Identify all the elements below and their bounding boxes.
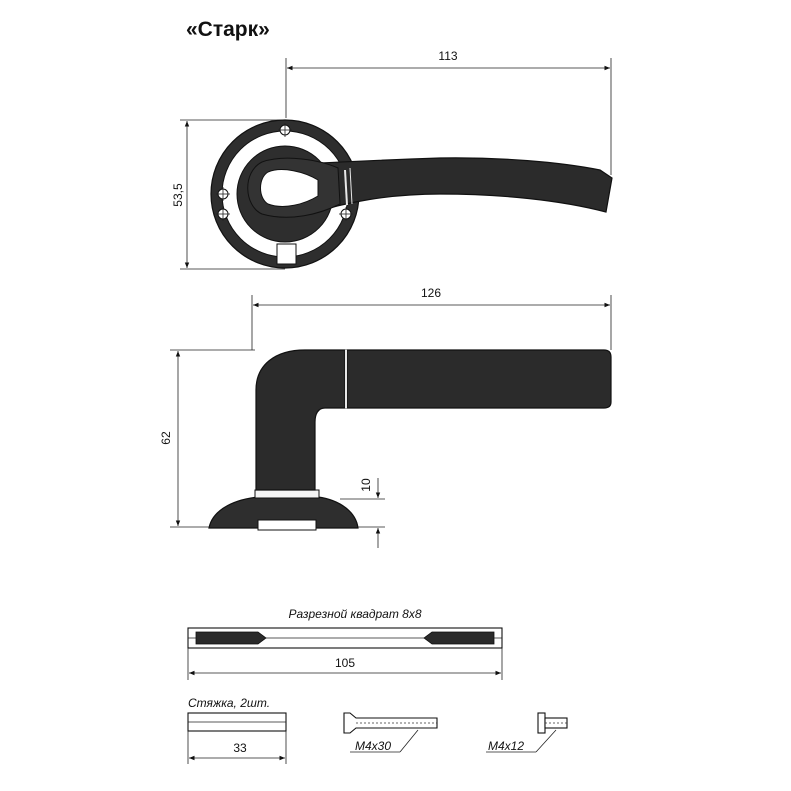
spindle-slot xyxy=(277,244,296,264)
side-width-dimension: 126 xyxy=(420,286,442,300)
tie-rod-part xyxy=(188,696,286,764)
screw-short-body xyxy=(545,718,567,728)
screw-m4x12 xyxy=(486,713,567,753)
side-view xyxy=(159,286,611,548)
top-height-dimension: 53,5 xyxy=(171,183,185,207)
rosette-height-dimension: 10 xyxy=(359,478,373,492)
top-width-dimension: 113 xyxy=(438,49,458,63)
top-view xyxy=(171,49,612,269)
spindle-slot-left xyxy=(196,632,266,644)
tie-rod-caption: Стяжка, 2шт. xyxy=(188,696,271,710)
spindle-slot-right xyxy=(424,632,494,644)
tie-rod-length: 33 xyxy=(233,741,247,755)
screw-short-label: М4х12 xyxy=(488,739,525,753)
side-spindle-slot xyxy=(258,520,316,530)
side-lever-arm xyxy=(347,350,611,408)
spindle-part xyxy=(188,607,502,680)
side-lever-neck xyxy=(256,350,345,490)
screw-m4x30 xyxy=(344,713,437,753)
screw-long-label: М4х30 xyxy=(355,739,392,753)
side-height-dimension: 62 xyxy=(159,431,173,445)
spindle-length: 105 xyxy=(334,656,356,670)
screw-short-head xyxy=(538,713,545,733)
product-title: «Старк» xyxy=(186,18,270,41)
spindle-caption: Разрезной квадрат 8х8 xyxy=(288,607,422,621)
lever-neck-highlight xyxy=(261,170,319,207)
screw-long-leader xyxy=(400,730,418,752)
side-rosette-collar xyxy=(255,490,319,498)
